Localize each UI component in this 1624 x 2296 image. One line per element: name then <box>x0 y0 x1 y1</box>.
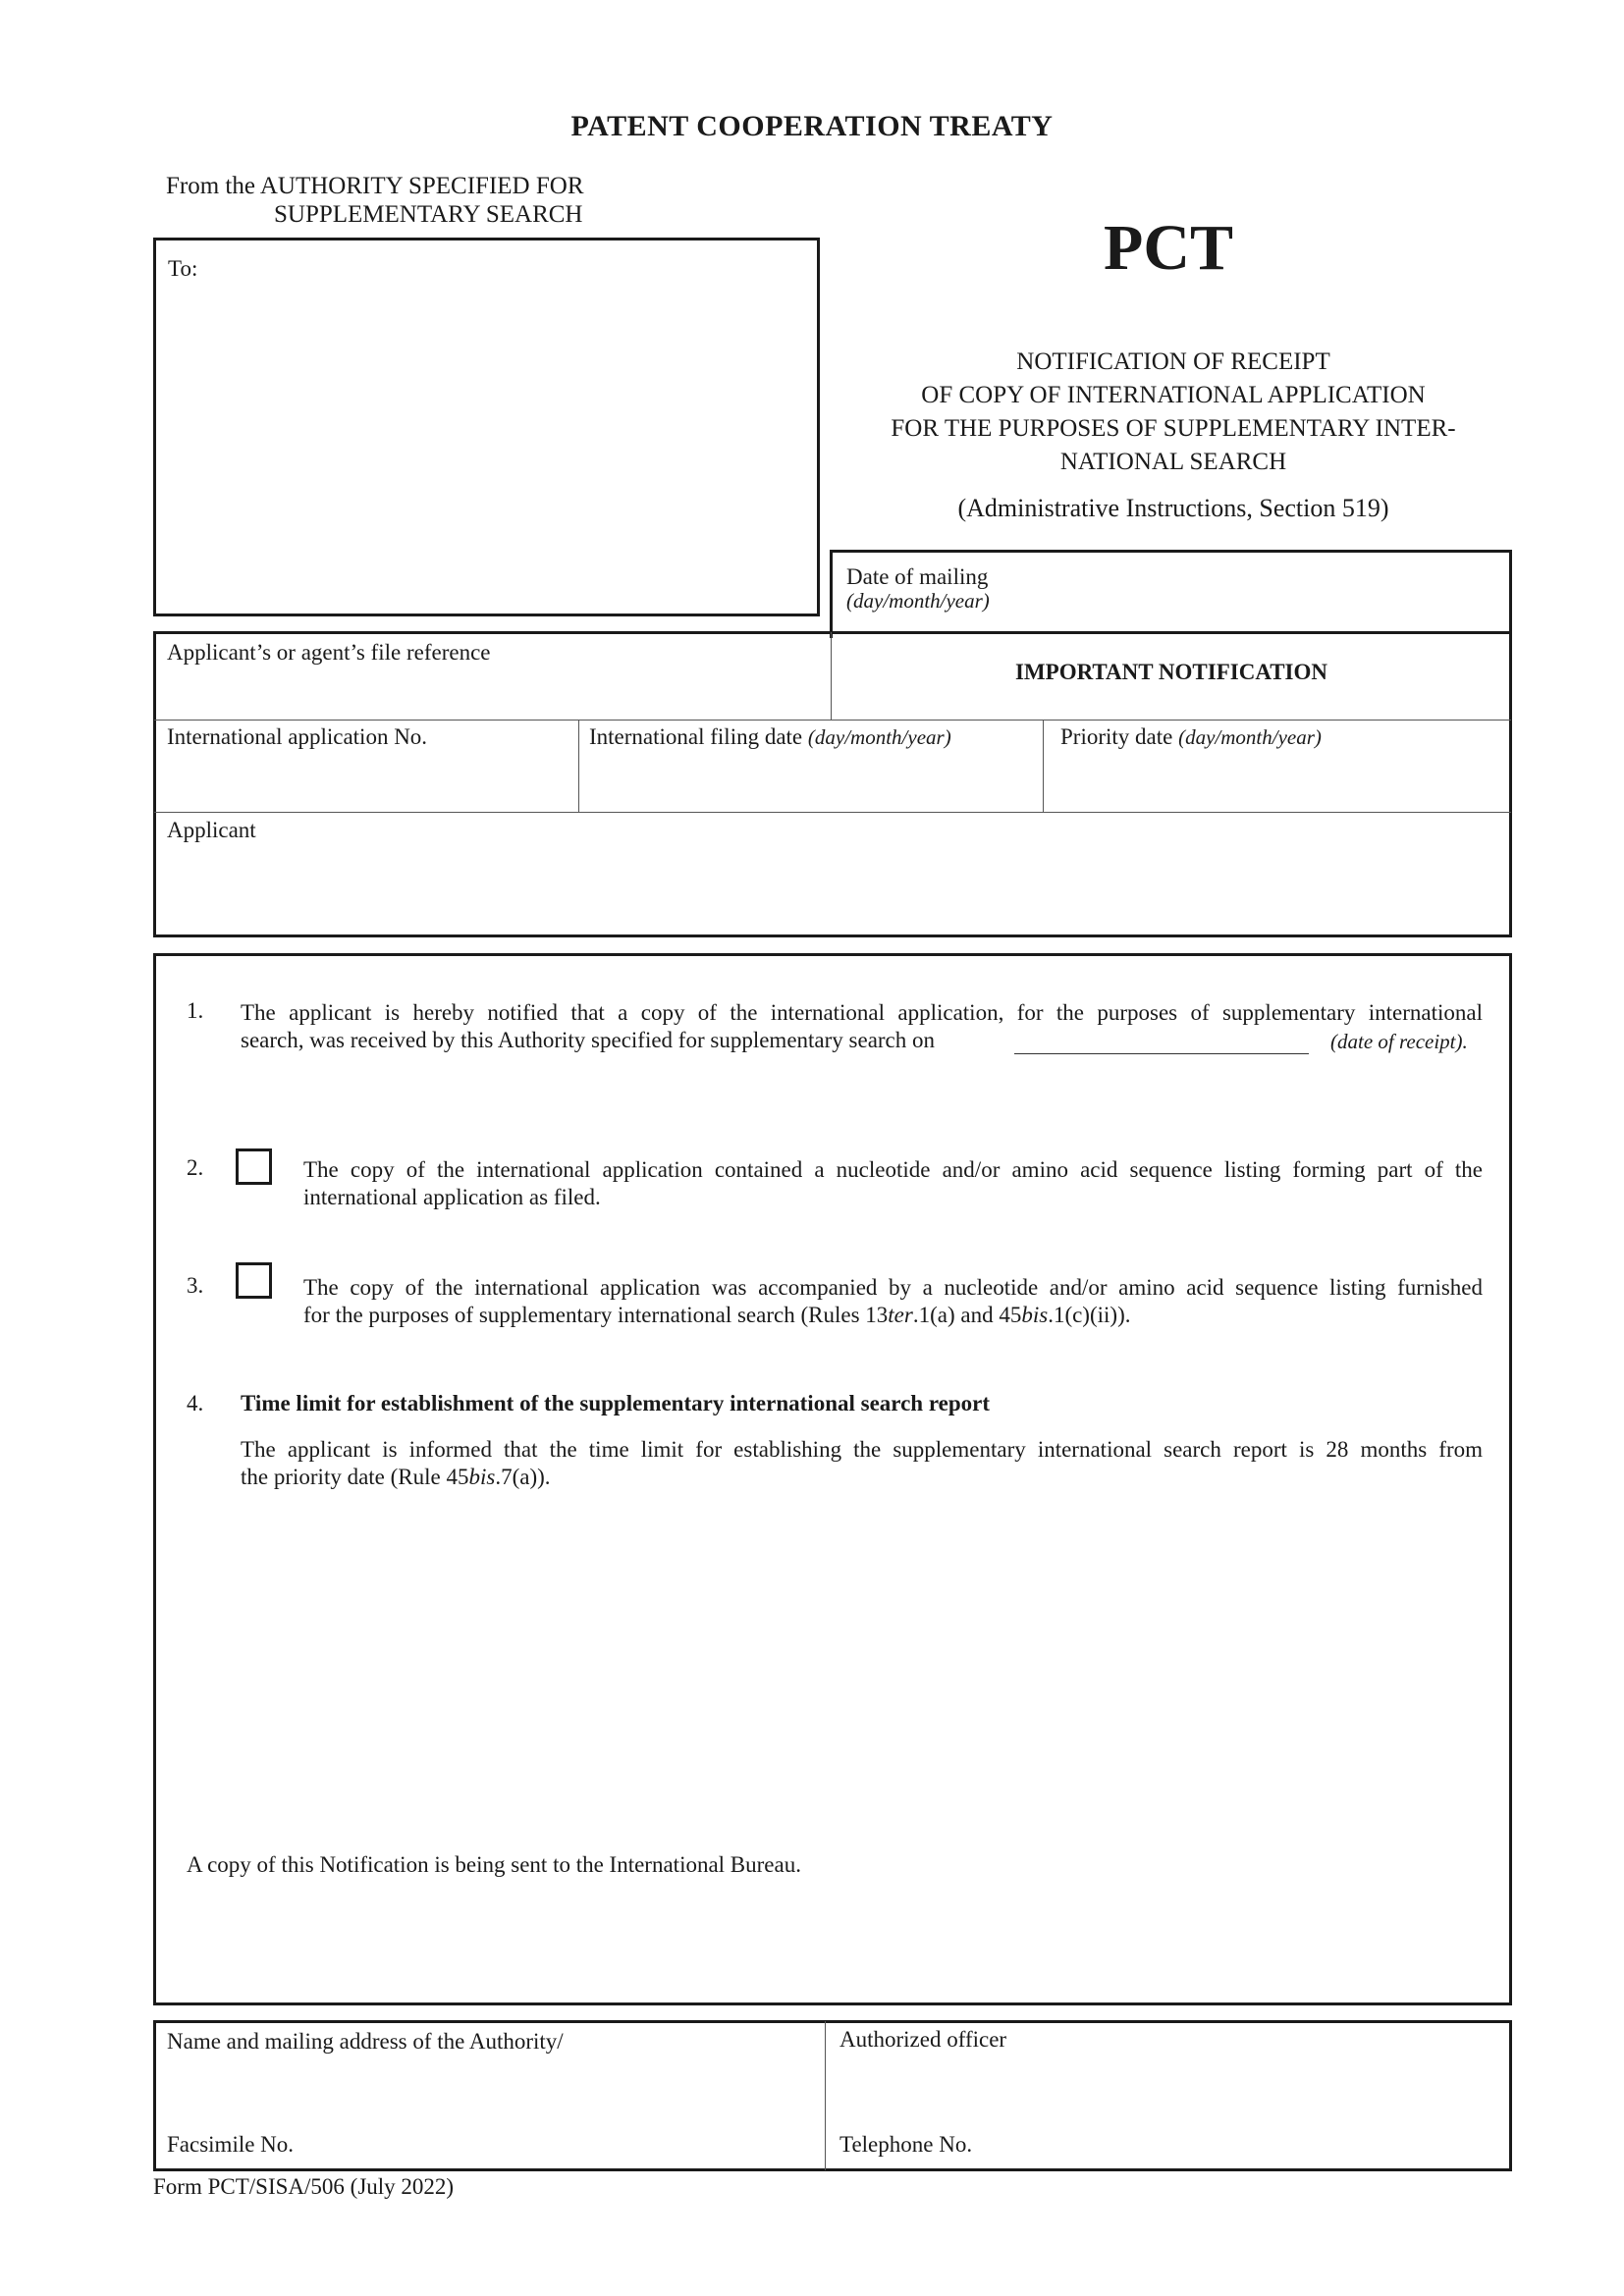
date-of-receipt-hint: (date of receipt). <box>1330 1030 1468 1053</box>
authorized-officer-label: Authorized officer <box>839 2027 1007 2052</box>
international-filing-date-field[interactable] <box>581 754 1041 809</box>
notice-title-line1: NOTIFICATION OF RECEIPT <box>1016 348 1330 375</box>
authorized-officer-field[interactable] <box>831 2056 1508 2135</box>
item-3-number: 3. <box>187 1273 204 1298</box>
to-label: To: <box>168 256 198 281</box>
telephone-label: Telephone No. <box>839 2132 973 2157</box>
item-4-bis: bis <box>468 1465 496 1489</box>
date-of-receipt-field[interactable] <box>1014 1028 1309 1054</box>
file-reference-field[interactable] <box>157 667 829 717</box>
important-notification: IMPORTANT NOTIFICATION <box>1014 660 1328 684</box>
item-4-line2-part-b: .7(a)). <box>495 1465 551 1489</box>
applicant-label: Applicant <box>167 818 256 842</box>
item-4-line1: The applicant is informed that the time limit for establishing the supplementary international search report is 28 months from <box>241 1437 1483 1462</box>
date-of-mailing-label: Date of mailing <box>846 564 989 589</box>
item-2-number: 2. <box>187 1155 204 1180</box>
authority-address-label: Name and mailing address of the Authority/ <box>167 2029 564 2054</box>
administrative-instructions: (Administrative Instructions, Section 519) <box>957 494 1389 522</box>
item-3-line2-part-a: for the purposes of supplementary international search (Rules 13 <box>303 1303 889 1327</box>
international-application-no-field[interactable] <box>157 754 575 809</box>
notice-title-line2: OF COPY OF INTERNATIONAL APPLICATION <box>921 382 1426 408</box>
notice-title-line4: NATIONAL SEARCH <box>1059 449 1287 475</box>
pct-logo: PCT <box>1104 212 1233 284</box>
to-address-box[interactable] <box>153 238 820 616</box>
authority-address-field[interactable] <box>157 2056 821 2135</box>
item-3-bis: bis <box>1021 1303 1049 1327</box>
item-1-number: 1. <box>187 998 204 1023</box>
applicant-field[interactable] <box>157 846 1508 933</box>
date-of-mailing-format: (day/month/year) <box>846 589 990 613</box>
item-3-line2 <box>303 1303 1130 1328</box>
item-3-line2-part-c: .1(c)(ii)). <box>1048 1303 1131 1327</box>
item-4-number: 4. <box>187 1391 204 1415</box>
priority-date-field[interactable] <box>1047 754 1508 809</box>
form-identifier: Form PCT/SISA/506 (July 2022) <box>153 2174 455 2199</box>
treaty-title: PATENT COOPERATION TREATY <box>570 110 1054 142</box>
priority-date-label <box>1060 724 1322 750</box>
item-4-line2-part-a: the priority date (Rule 45 <box>241 1465 469 1489</box>
item-3-line1: The copy of the international application was accompanied by a nucleotide and/or amino acid sequence listing furnished <box>303 1275 1483 1300</box>
item-3-checkbox[interactable] <box>236 1262 272 1299</box>
from-authority-line2: SUPPLEMENTARY SEARCH <box>274 201 583 228</box>
copy-to-international-bureau: A copy of this Notification is being sent to the International Bureau. <box>187 1852 801 1877</box>
item-4-line2 <box>241 1465 551 1490</box>
item-1-line2: search, was received by this Authority specified for supplementary search on <box>241 1028 936 1052</box>
date-of-mailing-box[interactable] <box>830 550 1512 638</box>
priority-date-format: (day/month/year) <box>1178 725 1322 749</box>
item-3-ter: ter <box>888 1303 913 1327</box>
facsimile-label: Facsimile No. <box>167 2132 295 2157</box>
notice-title-line3: FOR THE PURPOSES OF SUPPLEMENTARY INTER- <box>891 415 1456 442</box>
item-2-checkbox[interactable] <box>236 1148 272 1185</box>
file-reference-label: Applicant’s or agent’s file reference <box>167 640 491 665</box>
item-4-heading: Time limit for establishment of the supplementary international search report <box>241 1391 990 1415</box>
item-1-line1: The applicant is hereby notified that a copy of the international application, for the purposes of supplementary international <box>241 1000 1483 1025</box>
item-3-line2-part-b: .1(a) and 45 <box>912 1303 1022 1327</box>
international-application-no-label: International application No. <box>167 724 428 749</box>
item-2-line1: The copy of the international application contained a nucleotide and/or amino acid sequence listing forming part of the <box>303 1157 1483 1182</box>
filing-date-format: (day/month/year) <box>807 725 951 749</box>
priority-date-text: Priority date <box>1060 724 1173 749</box>
notice-title <box>830 346 1517 479</box>
item-2-line2: international application as filed. <box>303 1185 601 1209</box>
from-authority-line1: From the AUTHORITY SPECIFIED FOR <box>166 173 584 199</box>
international-filing-date-label <box>589 724 951 750</box>
filing-date-text: International filing date <box>589 724 803 749</box>
